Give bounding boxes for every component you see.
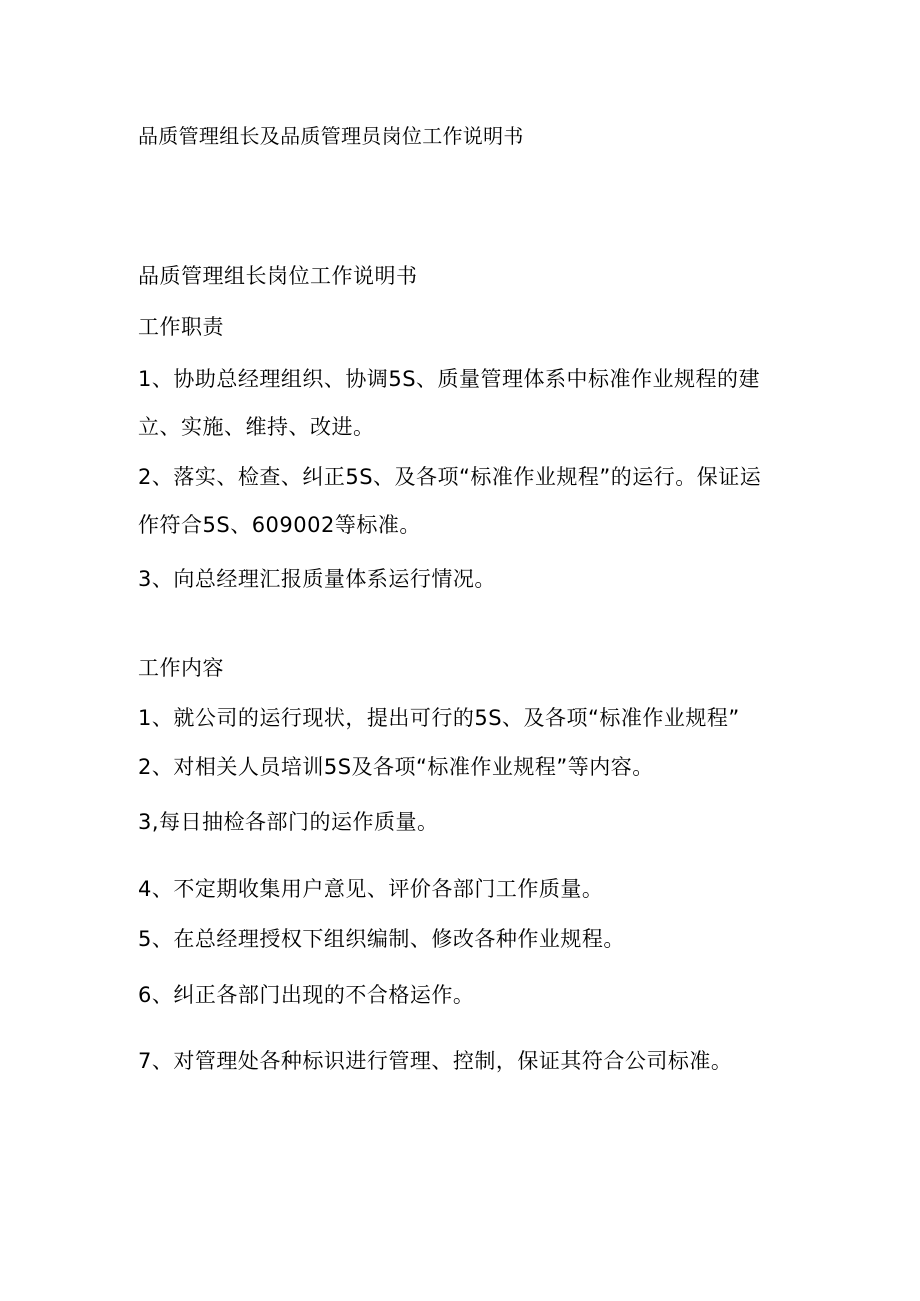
content-line: 6、纠正各部门出现的不合格运作。 bbox=[138, 983, 475, 1007]
content-heading: 工作内容 bbox=[138, 656, 224, 680]
duty-line: 2、落实、检查、纠正5S、及各项“标准作业规程”的运行。保证运 bbox=[138, 465, 762, 489]
document-title: 品质管理组长及品质管理员岗位工作说明书 bbox=[138, 124, 524, 148]
duty-line: 3、向总经理汇报质量体系运行情况。 bbox=[138, 567, 496, 591]
duty-line: 作符合5S、609002等标准。 bbox=[138, 513, 421, 537]
content-line: 3,每日抽检各部门的运作质量。 bbox=[138, 810, 439, 834]
duty-line: 1、协助总经理组织、协调5S、质量管理体系中标准作业规程的建 bbox=[138, 367, 761, 391]
content-line: 4、不定期收集用户意见、评价各部门工作质量。 bbox=[138, 877, 604, 901]
content-line: 5、在总经理授权下组织编制、修改各种作业规程。 bbox=[138, 927, 625, 951]
content-line: 1、就公司的运行现状，提出可行的5S、及各项“标准作业规程” bbox=[138, 706, 740, 730]
duties-heading: 工作职责 bbox=[138, 315, 224, 339]
section-title: 品质管理组长岗位工作说明书 bbox=[138, 264, 418, 288]
content-line: 7、对管理处各种标识进行管理、控制，保证其符合公司标准。 bbox=[138, 1049, 733, 1073]
duty-line: 立、实施、维持、改进。 bbox=[138, 415, 375, 439]
content-line: 2、对相关人员培训5S及各项“标准作业规程”等内容。 bbox=[138, 755, 654, 779]
